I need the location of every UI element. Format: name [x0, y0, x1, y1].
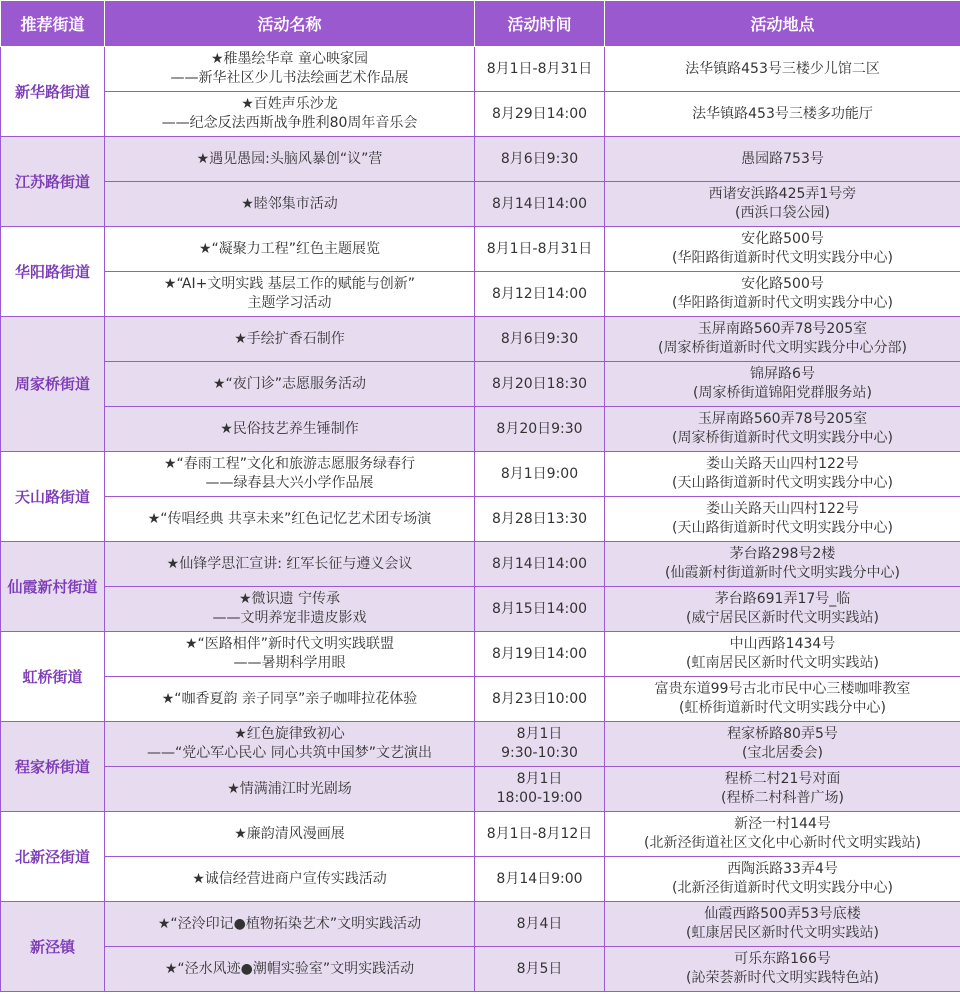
table-row	[1, 227, 960, 272]
activity-name-cell	[105, 92, 475, 137]
activity-time-line: 8月20日18:30	[491, 375, 588, 392]
activity-place-line: 程家桥路80弄5号	[727, 726, 838, 742]
table-row	[1, 587, 960, 632]
activity-place-line: 仙霞西路500弄53号底楼	[704, 906, 861, 922]
activity-name-cell	[105, 812, 475, 857]
activity-name-cell	[105, 137, 475, 182]
activity-place-line: (程桥二村科普广场)	[721, 790, 844, 806]
activity-time-cell	[475, 677, 605, 722]
activity-place-line: 西诸安浜路425弄1号旁	[708, 186, 857, 202]
activity-place-line: 娄山关路天山四村122号	[706, 501, 859, 517]
activity-time-line: 8月20日9:30	[496, 420, 583, 437]
activity-place-cell	[605, 587, 960, 632]
activity-place-cell	[605, 362, 960, 407]
activity-name-line: ★“传唱经典 共享未来”红色记忆艺术团专场演	[147, 510, 432, 527]
activity-time-cell	[475, 182, 605, 227]
table-row	[1, 722, 960, 767]
activity-place-cell	[605, 227, 960, 272]
activity-place-cell	[605, 902, 960, 947]
table-row	[1, 947, 960, 992]
activity-time-cell	[475, 407, 605, 452]
activity-place-line: 富贵东道99号古北市民中心三楼咖啡教室	[654, 681, 911, 697]
activity-place-line: (华阳路街道新时代文明实践分中心)	[672, 295, 893, 311]
activity-time-line: 8月14日14:00	[491, 555, 588, 572]
activity-place-cell	[605, 452, 960, 497]
activity-name-cell	[105, 497, 475, 542]
activity-name-line: ——纪念反法西斯战争胜利80周年音乐会	[161, 115, 418, 131]
activity-place-cell	[605, 497, 960, 542]
activity-time-line: 8月19日14:00	[491, 645, 588, 662]
activity-place-line: (周家桥街道新时代文明实践分中心)	[672, 430, 893, 446]
activity-place-line: 法华镇路453号三楼少儿馆二区	[685, 60, 880, 77]
activity-name-cell	[105, 47, 475, 92]
activity-time-line: 8月6日9:30	[500, 150, 579, 167]
activity-place-line: (虹桥街道新时代文明实践分中心)	[679, 700, 886, 716]
activity-time-line: 8月1日-8月31日	[486, 240, 593, 257]
activity-name-cell	[105, 452, 475, 497]
activity-name-line: ★廉韵清风漫画展	[234, 825, 345, 842]
street-name-cell: 北新泾街道	[1, 812, 105, 902]
activity-place-line: 锦屏路6号	[750, 366, 815, 382]
activity-name-line: ★“咖香夏韵 亲子同享”亲子咖啡拉花体验	[161, 690, 418, 707]
table-row	[1, 857, 960, 902]
activity-place-line: (华阳路街道新时代文明实践分中心)	[672, 250, 893, 266]
activity-name-cell	[105, 272, 475, 317]
activity-name-cell	[105, 947, 475, 992]
street-name-cell: 仙霞新村街道	[1, 542, 105, 632]
activity-time-cell	[475, 452, 605, 497]
activity-name-cell	[105, 767, 475, 812]
activity-place-line: 新泾一村144号	[734, 816, 831, 832]
activity-name-line: ★“泾泠印记●植物拓染艺术”文明实践活动	[157, 915, 422, 932]
activity-name-line: ★仙锋学思汇宣讲: 红军长征与遵义会议	[166, 555, 413, 572]
activity-place-line: (宝北居委会)	[742, 745, 823, 761]
activity-place-line: 中山西路1434号	[729, 636, 836, 652]
activity-name-line: ★红色旋律致初心	[234, 726, 345, 742]
table-row	[1, 272, 960, 317]
activity-time-cell	[475, 632, 605, 677]
activity-name-line: ★“医路相伴”新时代文明实践联盟	[184, 636, 395, 652]
street-name-cell: 虹桥街道	[1, 632, 105, 722]
street-name-cell: 新泾镇	[1, 902, 105, 992]
activity-name-cell	[105, 677, 475, 722]
activity-place-line: 茅台路298号2楼	[729, 546, 836, 562]
activity-place-line: 茅台路691弄17号_临	[714, 591, 851, 607]
activity-time-line: 8月1日	[516, 726, 563, 742]
activity-place-line: 法华镇路453号三楼多功能厅	[692, 105, 873, 122]
activity-time-cell	[475, 857, 605, 902]
table-row	[1, 812, 960, 857]
activity-time-line: 9:30-10:30	[501, 745, 578, 761]
activity-place-line: (仙霞新村街道新时代文明实践分中心)	[665, 565, 900, 581]
activity-place-line: (虹康居民区新时代文明实践站)	[686, 925, 879, 941]
table-row	[1, 677, 960, 722]
activity-name-cell	[105, 227, 475, 272]
table-row	[1, 902, 960, 947]
table-row	[1, 407, 960, 452]
activity-name-line: ★“AI+文明实践 基层工作的赋能与创新”	[163, 276, 416, 292]
table-row	[1, 632, 960, 677]
activity-place-line: 程桥二村21号对面	[724, 771, 841, 787]
activity-time-cell	[475, 227, 605, 272]
activity-time-cell	[475, 587, 605, 632]
table-row	[1, 92, 960, 137]
activity-place-cell	[605, 407, 960, 452]
table-row	[1, 362, 960, 407]
table-row	[1, 542, 960, 587]
activity-name-line: ★手绘扩香石制作	[234, 330, 345, 347]
activity-name-cell	[105, 587, 475, 632]
activity-place-cell	[605, 857, 960, 902]
street-name-cell: 天山路街道	[1, 452, 105, 542]
activity-time-cell	[475, 272, 605, 317]
street-name-cell: 华阳路街道	[1, 227, 105, 317]
activity-name-line: ★微识遗 宁传承	[238, 591, 340, 607]
activity-name-line: ★稚墨绘华章 童心映家园	[210, 51, 368, 67]
activity-name-line: ★民俗技艺养生锤制作	[220, 420, 359, 437]
activity-time-line: 8月14日14:00	[491, 195, 588, 212]
activity-name-line: ——绿春县大兴小学作品展	[205, 475, 374, 491]
activity-time-line: 8月15日14:00	[491, 600, 588, 617]
activity-place-line: (訫荣荟新时代文明实践特色站)	[686, 970, 879, 986]
activity-place-line: (北新泾街道社区文化中心新时代文明实践站)	[644, 835, 921, 851]
activity-time-cell	[475, 92, 605, 137]
activity-time-line: 8月1日-8月12日	[486, 825, 593, 842]
activity-place-line: (北新泾街道新时代文明实践分中心)	[672, 880, 893, 896]
activity-place-line: 安化路500号	[741, 276, 824, 292]
activity-place-cell	[605, 767, 960, 812]
activity-time-cell	[475, 362, 605, 407]
activity-name-cell	[105, 317, 475, 362]
table-row	[1, 497, 960, 542]
activity-time-cell	[475, 497, 605, 542]
activity-name-line: ★“夜门诊”志愿服务活动	[212, 375, 367, 392]
activity-name-cell	[105, 542, 475, 587]
activity-name-line: ★“泾水风迹●潮帽实验室”文明实践活动	[164, 960, 415, 977]
table-row	[1, 47, 960, 92]
activity-name-line: ★遇见愚园:头脑风暴创“议”营	[196, 150, 383, 167]
activity-place-cell	[605, 182, 960, 227]
activity-name-cell	[105, 902, 475, 947]
table-row	[1, 137, 960, 182]
activity-time-line: 8月5日	[516, 960, 563, 977]
activity-name-cell	[105, 722, 475, 767]
activity-time-line: 8月1日-8月31日	[486, 60, 593, 77]
activity-place-cell	[605, 317, 960, 362]
activity-place-cell	[605, 632, 960, 677]
activity-place-line: (周家桥街道锦阳党群服务站)	[693, 385, 872, 401]
activity-name-line: ★睦邻集市活动	[241, 195, 338, 212]
activity-place-line: 娄山关路天山四村122号	[706, 456, 859, 472]
activity-time-line: 8月28日13:30	[491, 510, 588, 527]
activity-name-cell	[105, 632, 475, 677]
table-row	[1, 182, 960, 227]
activity-time-line: 8月6日9:30	[500, 330, 579, 347]
activity-time-cell	[475, 47, 605, 92]
activity-place-cell	[605, 272, 960, 317]
activity-name-line: ★百姓声乐沙龙	[241, 96, 338, 112]
table-row	[1, 767, 960, 812]
activity-name-line: ——暑期科学用眼	[233, 655, 346, 671]
activity-place-line: 西陶浜路33弄4号	[727, 861, 838, 877]
activity-place-cell	[605, 542, 960, 587]
activity-time-cell	[475, 722, 605, 767]
activity-time-cell	[475, 542, 605, 587]
activity-place-line: 可乐东路166号	[734, 951, 831, 967]
activity-place-line: (虹南居民区新时代文明实践站)	[686, 655, 879, 671]
activity-place-line: (周家桥街道新时代文明实践分中心分部)	[658, 340, 907, 356]
header-street: 推荐街道	[1, 1, 105, 47]
activity-name-line: ★“凝聚力工程”红色主题展览	[198, 240, 381, 257]
activity-time-line: 8月1日9:00	[500, 465, 579, 482]
table-row	[1, 317, 960, 362]
activity-place-cell	[605, 722, 960, 767]
activity-place-cell	[605, 947, 960, 992]
activity-name-cell	[105, 857, 475, 902]
street-name-cell: 周家桥街道	[1, 317, 105, 452]
header-activity-time: 活动时间	[475, 1, 605, 47]
activity-name-cell	[105, 362, 475, 407]
activity-place-line: (西浜口袋公园)	[735, 205, 830, 221]
activity-time-line: 8月29日14:00	[491, 105, 588, 122]
header-activity-place: 活动地点	[605, 1, 960, 47]
activity-place-line: 玉屏南路560弄78号205室	[697, 321, 868, 337]
activity-name-line: ——“党心军心民心 同心共筑中国梦”文艺演出	[147, 745, 432, 761]
activity-name-line: ★情满浦江时光剧场	[227, 780, 352, 797]
activity-name-line: ★“春雨工程”文化和旅游志愿服务绿春行	[163, 456, 416, 472]
activity-place-cell	[605, 92, 960, 137]
activity-time-cell	[475, 137, 605, 182]
activity-time-cell	[475, 317, 605, 362]
activity-time-line: 8月23日10:00	[491, 690, 588, 707]
street-name-cell: 江苏路街道	[1, 137, 105, 227]
activity-time-cell	[475, 947, 605, 992]
activity-name-line: ——新华社区少儿书法绘画艺术作品展	[170, 70, 409, 86]
activity-time-line: 8月14日9:00	[496, 870, 583, 887]
street-name-cell: 新华路街道	[1, 47, 105, 137]
activity-place-line: 安化路500号	[741, 231, 824, 247]
activity-time-line: 8月1日	[516, 771, 563, 787]
activity-name-line: ★诚信经营进商户宣传实践活动	[192, 870, 387, 887]
activity-place-line: (天山路街道新时代文明实践分中心)	[672, 520, 893, 536]
table-body	[1, 47, 960, 992]
activity-place-cell	[605, 812, 960, 857]
activity-time-cell	[475, 767, 605, 812]
activity-time-cell	[475, 902, 605, 947]
activity-name-line: ——文明养宠非遗皮影戏	[212, 610, 367, 626]
header-activity-name: 活动名称	[105, 1, 475, 47]
activity-name-line: 主题学习活动	[247, 295, 332, 311]
activity-place-cell	[605, 47, 960, 92]
activity-place-cell	[605, 137, 960, 182]
table-row	[1, 452, 960, 497]
activity-place-line: (天山路街道新时代文明实践分中心)	[672, 475, 893, 491]
header-row	[1, 1, 960, 47]
activity-time-line: 8月4日	[516, 915, 563, 932]
activity-time-line: 8月12日14:00	[491, 285, 588, 302]
activity-place-cell	[605, 677, 960, 722]
activity-time-line: 18:00-19:00	[496, 790, 583, 806]
street-name-cell: 程家桥街道	[1, 722, 105, 812]
activity-place-line: 玉屏南路560弄78号205室	[697, 411, 868, 427]
activity-time-cell	[475, 812, 605, 857]
activity-place-line: (威宁居民区新时代文明实践站)	[686, 610, 879, 626]
activity-name-cell	[105, 182, 475, 227]
activity-name-cell	[105, 407, 475, 452]
activity-place-line: 愚园路753号	[741, 150, 824, 167]
